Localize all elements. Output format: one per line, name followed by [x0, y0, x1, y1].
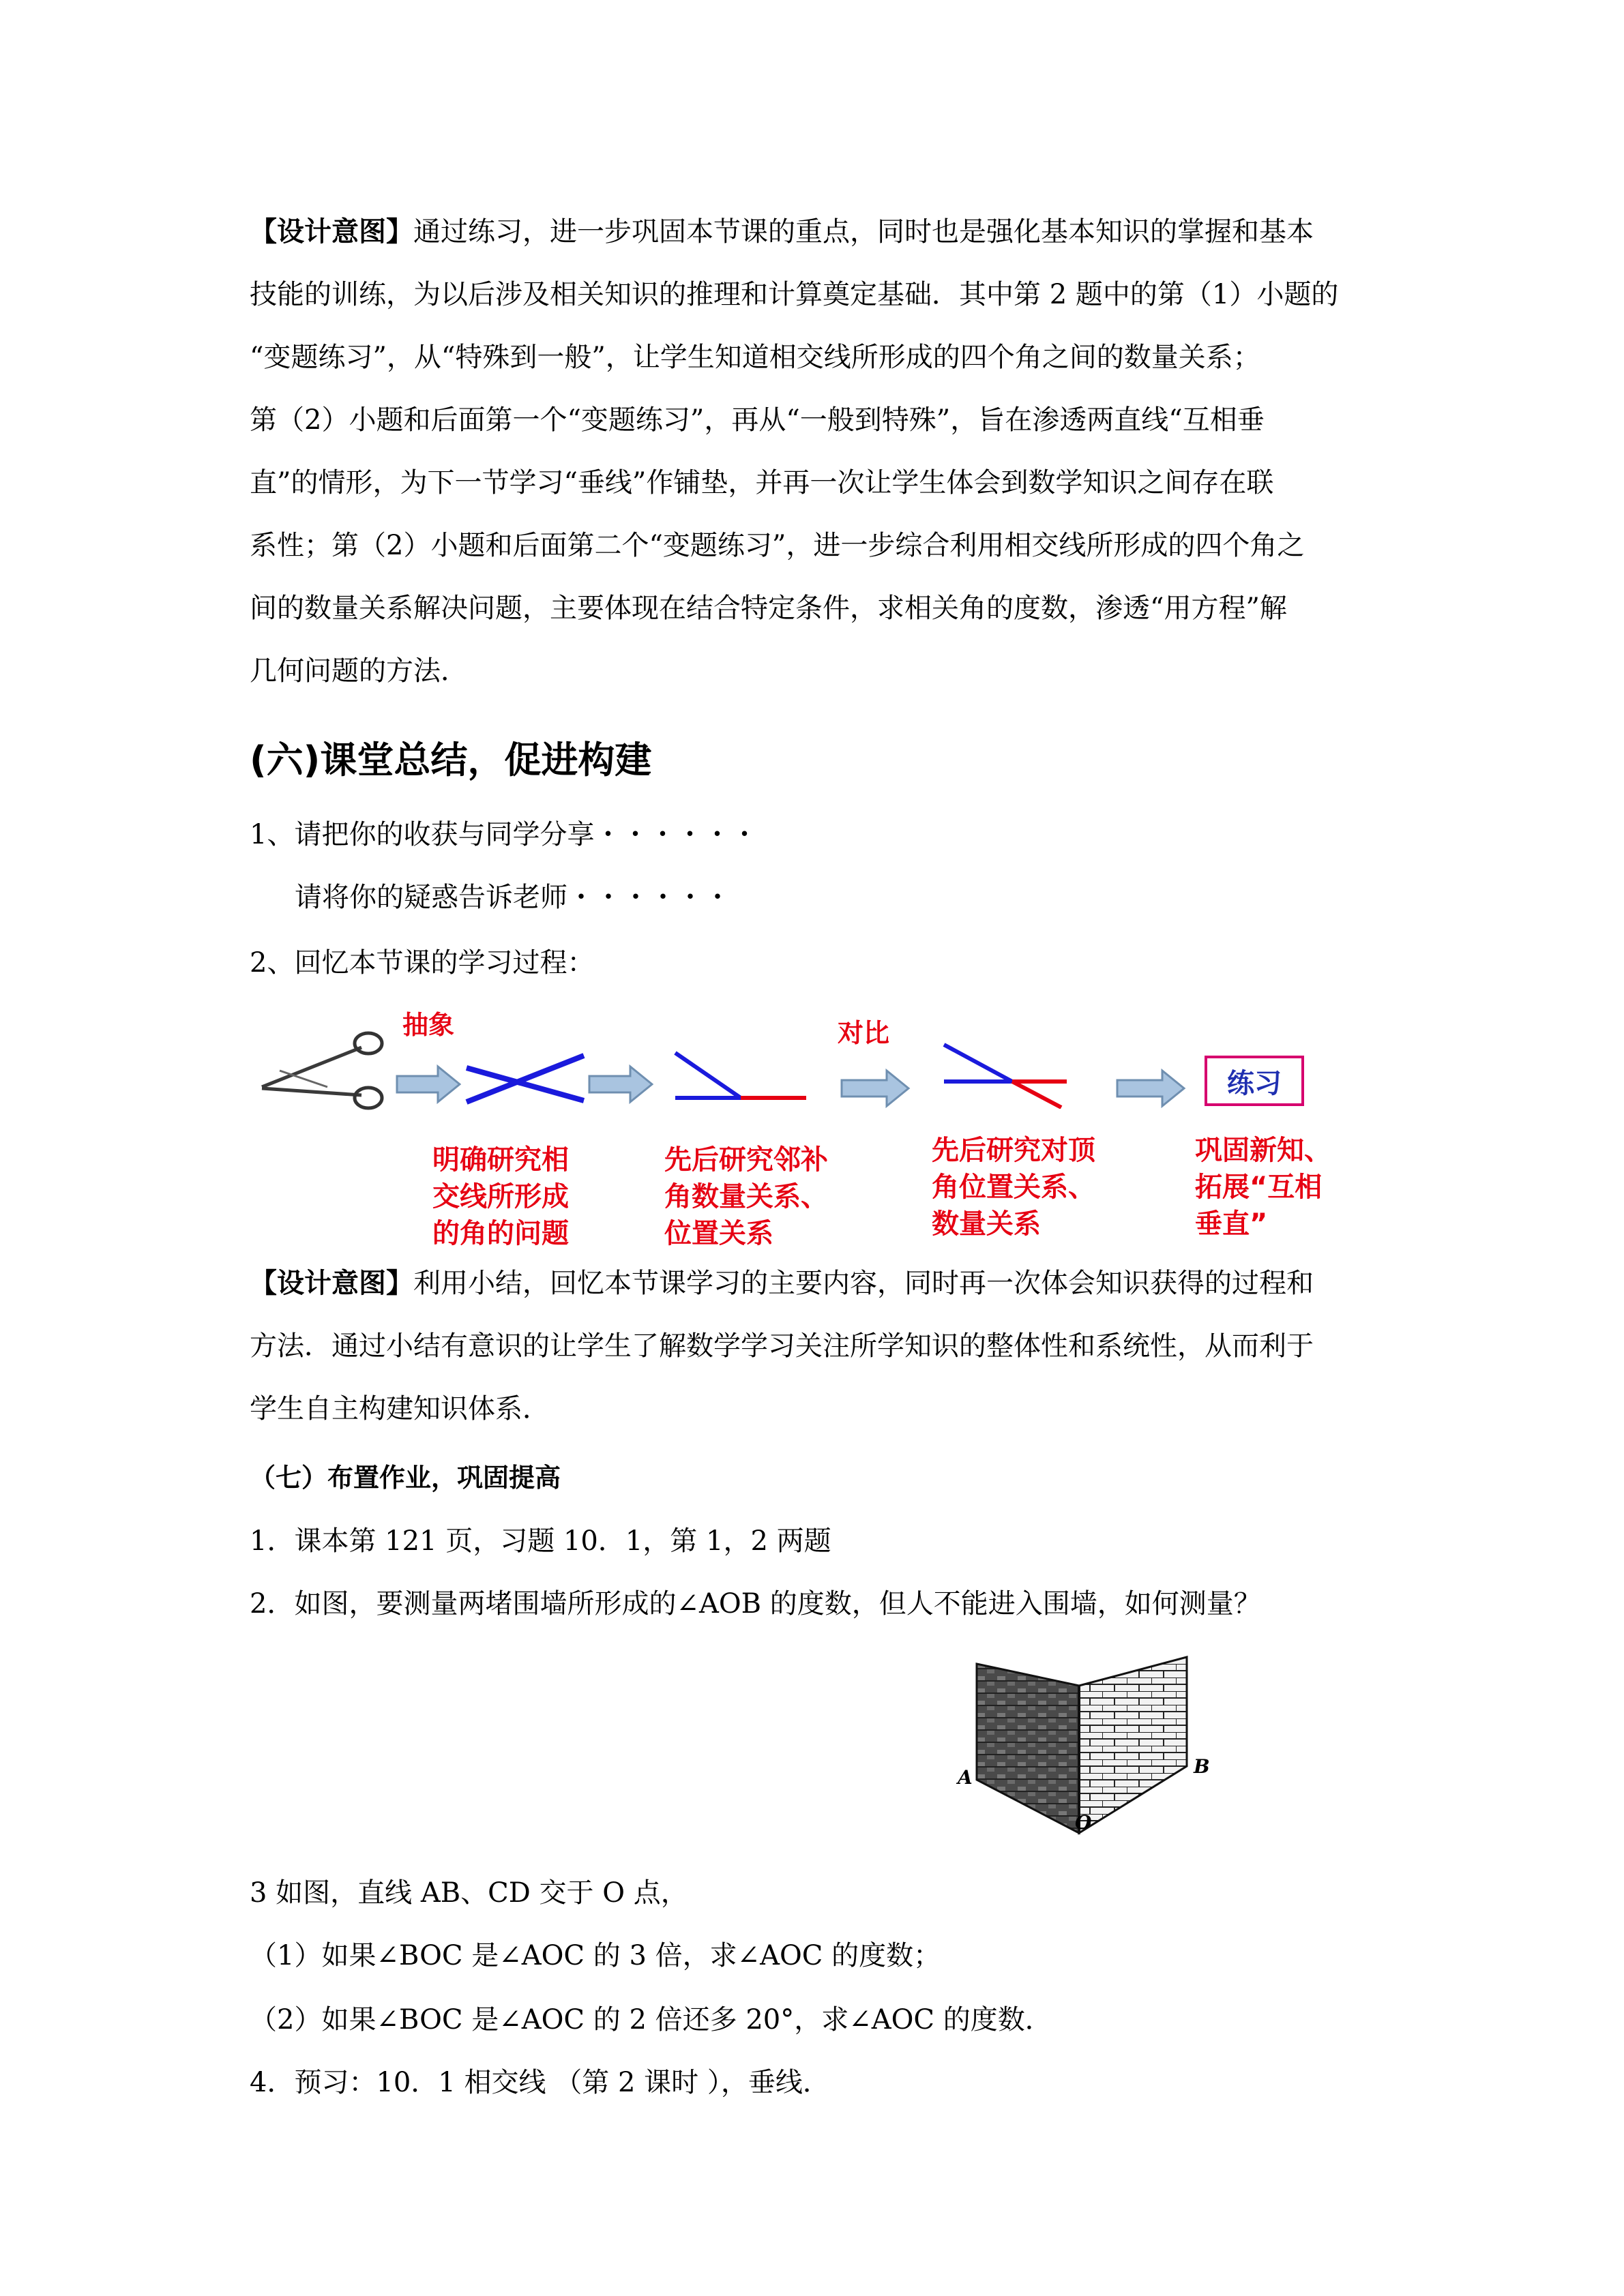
design-intent-line: 系性；第（2）小题和后面第二个“变题练习”，进一步综合利用相交线所形成的四个角之: [250, 530, 1305, 561]
flow-caption-2: 先后研究邻补 角数量关系、 位置关系: [664, 1144, 828, 1249]
design-intent-line: 方法．通过小结有意识的让学生了解数学学习关注所学知识的整体性和系统性，从而利于: [250, 1330, 1314, 1362]
label-abstract: 抽象: [402, 1010, 455, 1040]
design-intent-paragraph-1: [250, 200, 1396, 702]
flow-arrow-1: [396, 1064, 461, 1105]
homework-item-1: 1．课本第 121 页，习题 10．1，第 1，2 两题: [250, 1525, 831, 1557]
scissors-icon: [259, 1022, 389, 1117]
flow-caption-4: 巩固新知、 拓展“互相 垂直”: [1195, 1135, 1331, 1240]
design-intent-paragraph-2: [250, 1252, 1396, 1440]
label-compare: 对比: [838, 1018, 890, 1048]
design-intent-line: 第（2）小题和后面第一个“变题练习”，再从“一般到特殊”，旨在渗透两直线“互相垂: [250, 404, 1265, 436]
homework-item-2: 2．如图，要测量两堵围墙所形成的∠AOB 的度数，但人不能进入围墙，如何测量？: [250, 1588, 1261, 1620]
flow-arrow-3: [840, 1068, 911, 1109]
design-intent-line: 通过练习，进一步巩固本节课的重点，同时也是强化基本知识的掌握和基本: [413, 216, 1314, 248]
vertical-angles-figure: [941, 1041, 1071, 1109]
intersecting-lines-figure: [464, 1050, 587, 1105]
design-intent-line: 技能的训练，为以后涉及相关知识的推理和计算奠定基础．其中第 2 题中的第（1）小题的: [250, 279, 1339, 310]
summary-item-1: 1、请把你的收获与同学分享・・・・・・: [250, 819, 758, 850]
design-intent-label: 【设计意图】: [250, 216, 413, 248]
flow-arrow-4: [1116, 1068, 1187, 1109]
homework-item-3-1: （1）如果∠BOC 是∠AOC 的 3 倍，求∠AOC 的度数；: [250, 1940, 941, 1971]
wall-label-o: O: [1075, 1811, 1092, 1834]
flow-arrow-2: [588, 1064, 653, 1105]
wall-label-a: A: [958, 1766, 973, 1789]
design-intent-line: 几何问题的方法．: [250, 655, 468, 687]
homework-item-4: 4．预习：10．1 相交线 （第 2 课时 ），垂线．: [250, 2067, 830, 2098]
flow-caption-1: 明确研究相 交线所形成 的角的问题: [432, 1144, 569, 1249]
design-intent-label: 【设计意图】: [250, 1268, 413, 1299]
homework-item-3: 3 如图，直线 AB、CD 交于 O 点，: [250, 1877, 688, 1909]
section-6-title: (六)课堂总结，促进构建: [250, 739, 652, 781]
design-intent-line: 间的数量关系解决问题，主要体现在结合特定条件，求相关角的度数，渗透“用方程”解: [250, 593, 1287, 624]
summary-item-1b: 请将你的疑惑告诉老师・・・・・・: [295, 882, 731, 913]
design-intent-line: “变题练习”，从“特殊到一般”，让学生知道相交线所形成的四个角之间的数量关系；: [250, 342, 1260, 373]
flow-caption-3: 先后研究对顶 角位置关系、 数量关系: [932, 1135, 1095, 1240]
design-intent-line: 学生自主构建知识体系．: [250, 1393, 550, 1425]
practice-box: 练习: [1205, 1056, 1304, 1106]
design-intent-line: 直”的情形，为下一节学习“垂线”作铺垫，并再一次让学生体会到数学知识之间存在联: [250, 467, 1274, 498]
wall-label-b: B: [1194, 1755, 1210, 1778]
section-7-title: （七）布置作业，巩固提高: [250, 1463, 561, 1493]
summary-item-2: 2、回忆本节课的学习过程：: [250, 947, 595, 979]
adjacent-angles-figure: [673, 1047, 809, 1105]
homework-item-3-2: （2）如果∠BOC 是∠AOC 的 2 倍还多 20°，求∠AOC 的度数．: [250, 2004, 1052, 2036]
design-intent-line: 利用小结，回忆本节课学习的主要内容，同时再一次体会知识获得的过程和: [413, 1268, 1314, 1299]
